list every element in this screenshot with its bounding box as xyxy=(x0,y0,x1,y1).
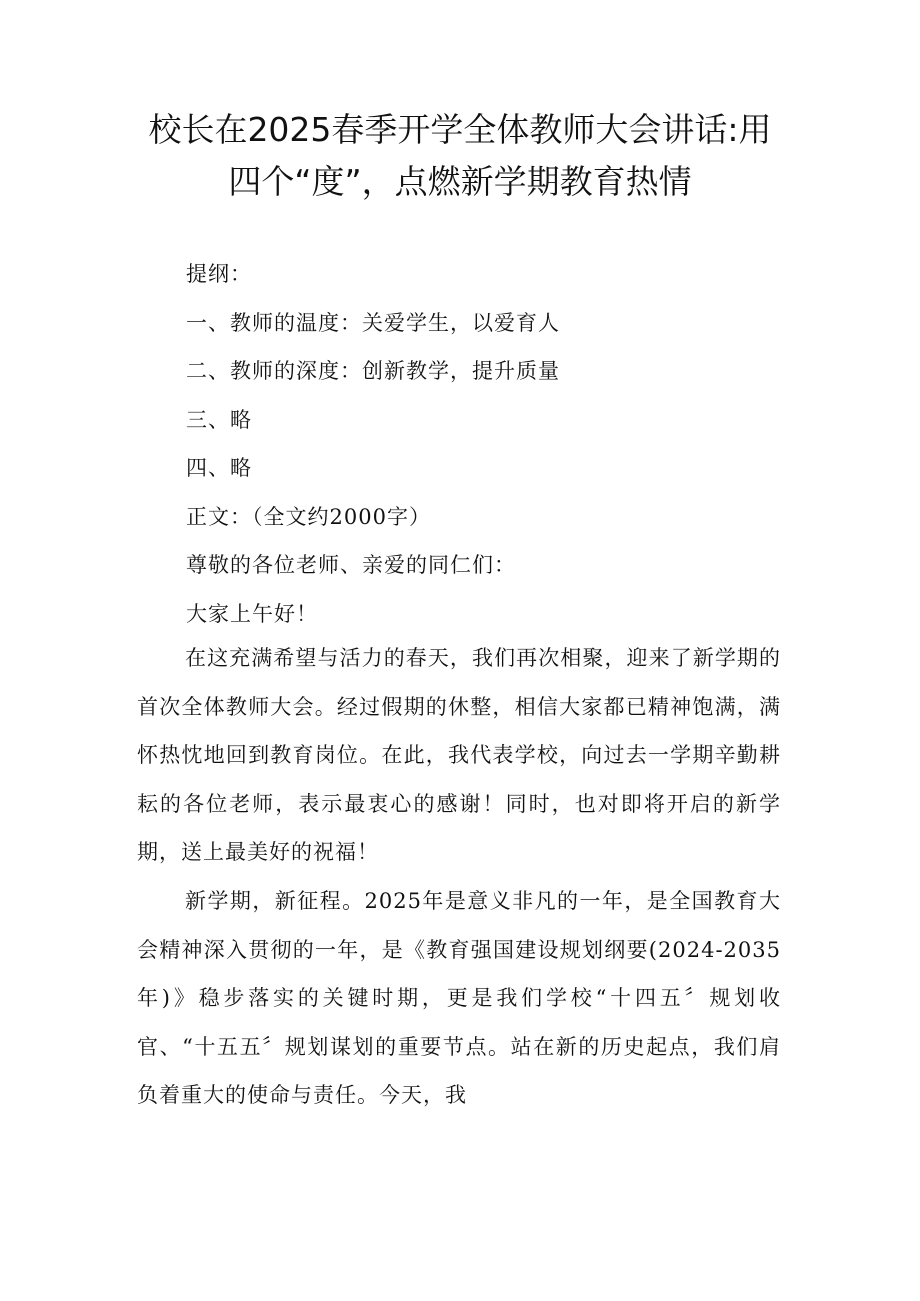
outline-item: 一、教师的温度：关爱学生，以爱育人 xyxy=(186,310,560,335)
outline-item: 三、略 xyxy=(186,407,252,432)
body-text xyxy=(137,634,781,1120)
paragraph: 在这充满希望与活力的春天，我们再次相聚，迎来了新学期的首次全体教师大会。经过假期的休整，相信大家都已精神饱满，满怀热忱地回到教育岗位。在此，我代表学校，向过去一学期辛勤耕耘的各位老师，表示最衷心的感谢！同时，也对即将开启的新学期，送上最美好的祝福！ xyxy=(137,646,781,865)
document-title xyxy=(130,104,790,208)
outline-section xyxy=(186,250,806,638)
outline-item: 四、略 xyxy=(186,456,252,480)
title-line-1: 校长在2025春季开学全体教师大会讲话:用 xyxy=(148,110,772,149)
outline-list xyxy=(186,299,806,493)
main-text-label: 正文：（全文约2000字） xyxy=(186,504,431,529)
outline-label: 提纲： xyxy=(186,262,252,286)
salutation: 尊敬的各位老师、亲爱的同仁们： xyxy=(186,553,516,577)
outline-item: 二、教师的深度：创新教学，提升质量 xyxy=(186,359,560,383)
paragraph: 新学期，新征程。2025年是意义非凡的一年，是全国教育大会精神深入贯彻的一年，是《教育强国建设规划纲要(2024-2035年)》稳步落实的关键时期，更是我们学校“十四五〞规划收官、“十五五〞规划谋划的重要节点。站在新的历史起点，我们肩负着重大的使命与责任。今天，我 xyxy=(137,888,781,1108)
title-line-2: 四个“度”，点燃新学期教育热情 xyxy=(228,162,692,201)
greeting: 大家上午好！ xyxy=(186,601,318,626)
